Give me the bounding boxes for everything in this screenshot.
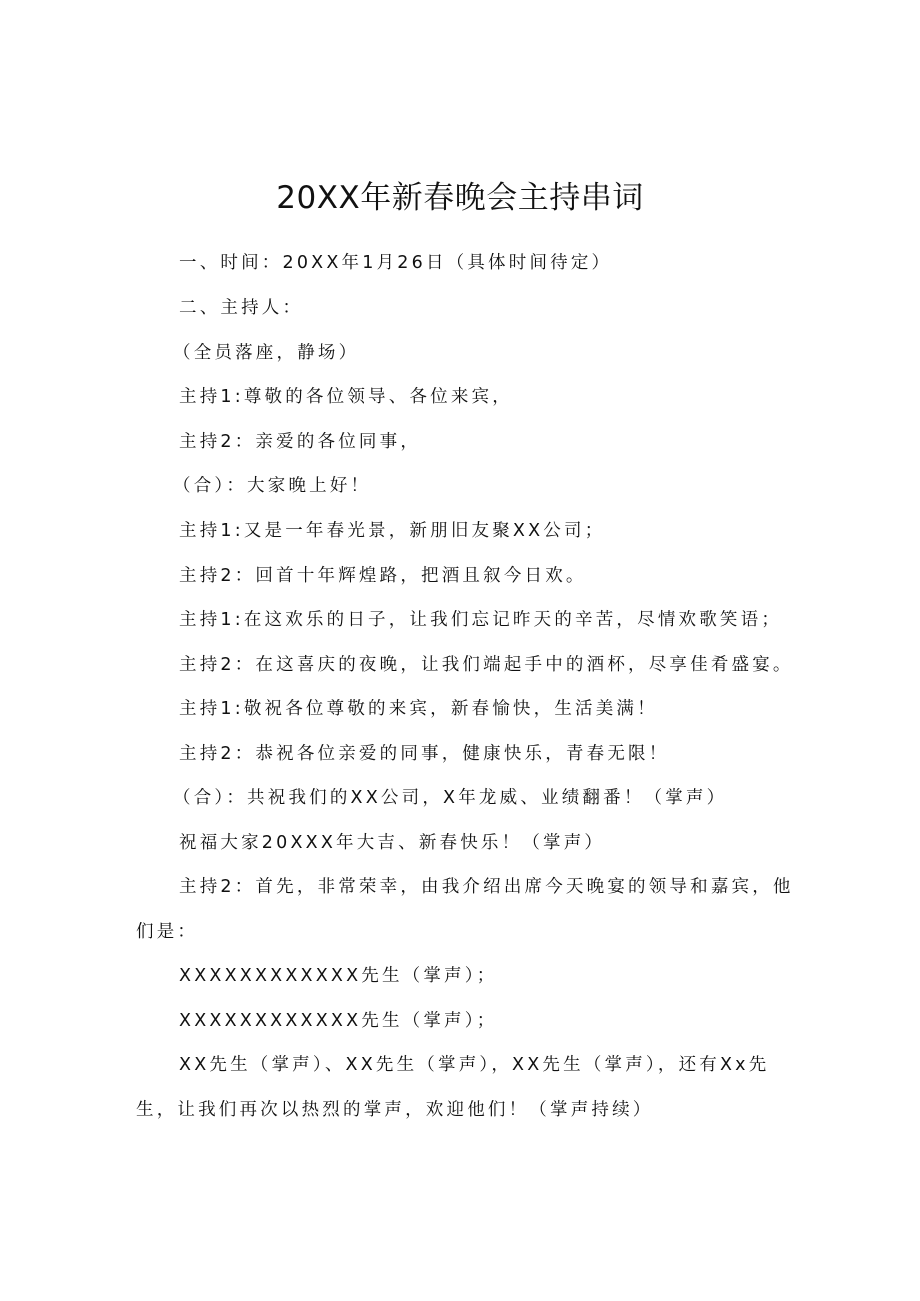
- script-line: 主持1:敬祝各位尊敬的来宾，新春愉快，生活美满！: [179, 699, 658, 719]
- guest-line: XX先生（掌声）、XX先生（掌声），XX先生（掌声），还有Xx先: [179, 1055, 770, 1075]
- script-line: （合）：大家晚上好！: [173, 476, 372, 496]
- host-heading: 二、主持人：: [179, 298, 304, 318]
- script-line: 主持2：回首十年辉煌路，把酒且叙今日欢。: [179, 566, 587, 586]
- time-line: 一、时间：20XX年1月26日（具体时间待定）: [179, 253, 613, 273]
- guest-line: XXXXXXXXXXXX先生（掌声）；: [179, 966, 498, 986]
- guest-line-continued: 生，让我们再次以热烈的掌声，欢迎他们！（掌声持续）: [136, 1100, 654, 1120]
- script-line: 主持1:又是一年春光景，新朋旧友聚XX公司；: [179, 521, 606, 541]
- script-line: 主持2：首先，非常荣幸，由我介绍出席今天晚宴的领导和嘉宾，他: [179, 877, 794, 897]
- document-title: 20XX年新春晚会主持串词: [276, 180, 644, 216]
- script-line-continued: 们是：: [136, 922, 199, 942]
- script-line: 主持1:尊敬的各位领导、各位来宾，: [179, 387, 513, 407]
- guest-line: XXXXXXXXXXXX先生（掌声）；: [179, 1011, 498, 1031]
- script-line: 主持1:在这欢乐的日子，让我们忘记昨天的辛苦，尽情欢歌笑语；: [179, 610, 783, 630]
- script-line: 主持2：恭祝各位亲爱的同事，健康快乐，青春无限！: [179, 744, 670, 764]
- script-line: （合）：共祝我们的XX公司，X年龙威、业绩翻番！（掌声）: [173, 788, 728, 808]
- stage-direction: （全员落座，静场）: [173, 343, 360, 363]
- script-line: 主持2：亲爱的各位同事，: [179, 432, 422, 452]
- script-line: 祝福大家20XXX年大吉、新春快乐！（掌声）: [179, 833, 606, 853]
- script-line: 主持2：在这喜庆的夜晚，让我们端起手中的酒杯，尽享佳肴盛宴。: [179, 655, 794, 675]
